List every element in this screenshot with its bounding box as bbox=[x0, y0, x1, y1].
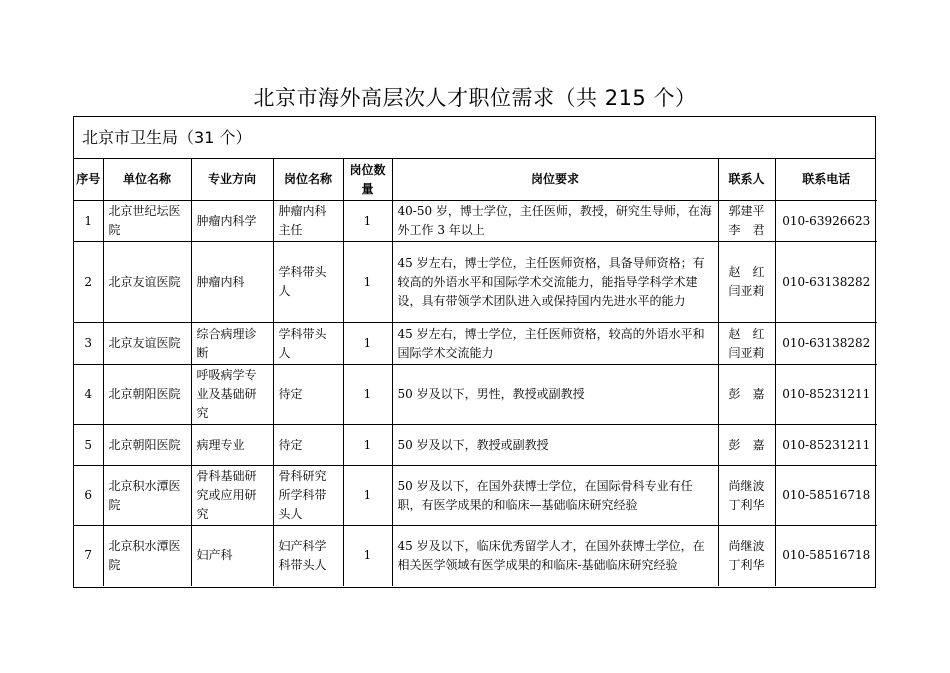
header-major: 专业方向 bbox=[191, 159, 273, 201]
table-row bbox=[74, 466, 877, 526]
row-major: 病理专业 bbox=[191, 425, 273, 466]
row-post: 待定 bbox=[273, 425, 343, 466]
row-seq: 7 bbox=[74, 526, 103, 586]
row-unit: 北京积水潭医院 bbox=[103, 526, 191, 586]
row-phone: 010-85231211 bbox=[775, 425, 877, 466]
row-phone: 010-63138282 bbox=[775, 323, 877, 365]
row-contact: 彭 嘉 bbox=[718, 425, 775, 466]
row-count: 1 bbox=[343, 466, 392, 526]
header-phone: 联系电话 bbox=[775, 159, 877, 201]
table-row bbox=[74, 365, 877, 425]
row-requirements: 45 岁左右，博士学位，主任医师资格，具备导师资格；有较高的外语水平和国际学术交流能力，能指导学科学术建设，具有带领学术团队进入或保持国内先进水平的能力 bbox=[392, 242, 718, 323]
section-heading: 北京市卫生局（31 个） bbox=[74, 117, 875, 159]
row-seq: 5 bbox=[74, 425, 103, 466]
row-post: 学科带头人 bbox=[273, 242, 343, 323]
row-unit: 北京友谊医院 bbox=[103, 323, 191, 365]
header-requirements: 岗位要求 bbox=[392, 159, 718, 201]
row-seq: 1 bbox=[74, 201, 103, 242]
row-count: 1 bbox=[343, 526, 392, 586]
row-count: 1 bbox=[343, 242, 392, 323]
row-phone: 010-63138282 bbox=[775, 242, 877, 323]
row-post: 学科带头人 bbox=[273, 323, 343, 365]
row-unit: 北京世纪坛医院 bbox=[103, 201, 191, 242]
table-row bbox=[74, 242, 877, 323]
row-contact: 尚继波 丁利华 bbox=[718, 526, 775, 586]
row-requirements: 50 岁及以下，在国外获博士学位，在国际骨科专业有任职，有医学成果的和临床—基础临床研究经验 bbox=[392, 466, 718, 526]
row-post: 妇产科学科带头人 bbox=[273, 526, 343, 586]
row-unit: 北京朝阳医院 bbox=[103, 425, 191, 466]
row-count: 1 bbox=[343, 201, 392, 242]
job-table-frame bbox=[73, 116, 876, 588]
row-contact: 尚继波 丁利华 bbox=[718, 466, 775, 526]
row-seq: 4 bbox=[74, 365, 103, 425]
header-count: 岗位数量 bbox=[343, 159, 392, 201]
page-title: 北京市海外高层次人才职位需求（共 215 个） bbox=[253, 86, 697, 110]
table-row bbox=[74, 323, 877, 365]
row-count: 1 bbox=[343, 365, 392, 425]
row-contact: 赵 红 闫亚莉 bbox=[718, 242, 775, 323]
row-count: 1 bbox=[343, 425, 392, 466]
row-post: 待定 bbox=[273, 365, 343, 425]
row-major: 骨科基础研究或应用研究 bbox=[191, 466, 273, 526]
row-major: 肿瘤内科 bbox=[191, 242, 273, 323]
row-requirements: 45 岁左右，博士学位，主任医师资格，较高的外语水平和国际学术交流能力 bbox=[392, 323, 718, 365]
header-unit: 单位名称 bbox=[103, 159, 191, 201]
row-major: 呼吸病学专业及基础研究 bbox=[191, 365, 273, 425]
job-table bbox=[74, 159, 877, 586]
row-requirements: 40-50 岁，博士学位，主任医师，教授，研究生导师，在海外工作 3 年以上 bbox=[392, 201, 718, 242]
table-row bbox=[74, 425, 877, 466]
row-post: 肿瘤内科主任 bbox=[273, 201, 343, 242]
row-contact: 赵 红 闫亚莉 bbox=[718, 323, 775, 365]
row-phone: 010-63926623 bbox=[775, 201, 877, 242]
row-unit: 北京友谊医院 bbox=[103, 242, 191, 323]
row-contact: 郭建平 李 君 bbox=[718, 201, 775, 242]
row-phone: 010-85231211 bbox=[775, 365, 877, 425]
header-contact: 联系人 bbox=[718, 159, 775, 201]
row-contact: 彭 嘉 bbox=[718, 365, 775, 425]
row-major: 妇产科 bbox=[191, 526, 273, 586]
row-unit: 北京朝阳医院 bbox=[103, 365, 191, 425]
row-seq: 6 bbox=[74, 466, 103, 526]
header-seq: 序号 bbox=[74, 159, 103, 201]
row-requirements: 45 岁及以下，临床优秀留学人才，在国外获博士学位，在相关医学领域有医学成果的和临床-基础临床研究经验 bbox=[392, 526, 718, 586]
header-post: 岗位名称 bbox=[273, 159, 343, 201]
row-seq: 2 bbox=[74, 242, 103, 323]
row-phone: 010-58516718 bbox=[775, 466, 877, 526]
row-major: 综合病理诊断 bbox=[191, 323, 273, 365]
row-requirements: 50 岁及以下，男性，教授或副教授 bbox=[392, 365, 718, 425]
row-phone: 010-58516718 bbox=[775, 526, 877, 586]
row-post: 骨科研究所学科带头人 bbox=[273, 466, 343, 526]
row-seq: 3 bbox=[74, 323, 103, 365]
row-count: 1 bbox=[343, 323, 392, 365]
table-row bbox=[74, 201, 877, 242]
row-unit: 北京积水潭医院 bbox=[103, 466, 191, 526]
row-requirements: 50 岁及以下，教授或副教授 bbox=[392, 425, 718, 466]
header-row bbox=[74, 159, 877, 201]
table-row bbox=[74, 526, 877, 586]
row-major: 肿瘤内科学 bbox=[191, 201, 273, 242]
